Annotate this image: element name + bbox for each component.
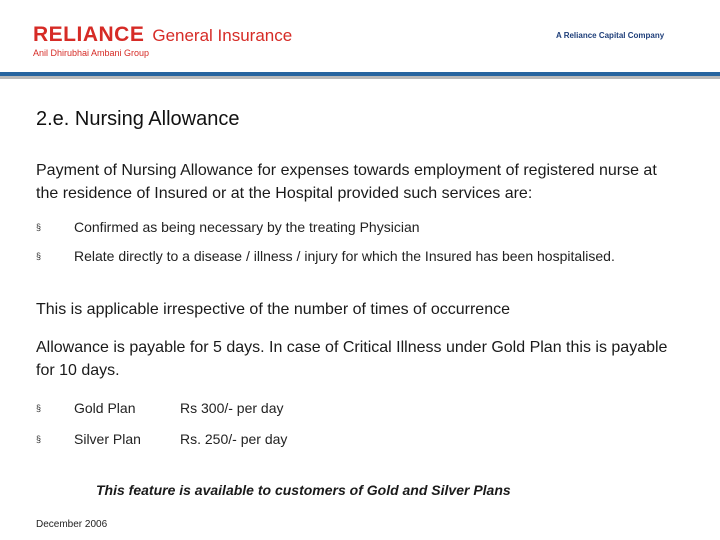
plan-name: Gold Plan (74, 399, 136, 416)
plan-name: Silver Plan (74, 430, 141, 447)
logo-group-name: Anil Dhirubhai Ambani Group (33, 48, 150, 58)
logo-subtitle: General Insurance (152, 26, 293, 45)
condition-text: Relate directly to a disease / illness / injury for which the Insured has been hospitalised. (74, 248, 615, 264)
intro-paragraph: Payment of Nursing Allowance for expenses towards employment of registered nurse at the residence of Insured or at the Hospital provided such services are: (36, 162, 657, 202)
bullet-marker: § (36, 251, 42, 261)
bullet-marker: § (36, 222, 42, 232)
availability-note: This feature is available to customers of Gold and Silver Plans (96, 482, 511, 498)
company-logo (33, 23, 292, 58)
plan-item (36, 392, 287, 423)
plans-list (36, 392, 287, 454)
condition-item (36, 246, 668, 266)
condition-item (36, 217, 668, 237)
conditions-list (36, 217, 668, 275)
bullet-marker: § (36, 402, 42, 413)
plan-rate: Rs 300/- per day (180, 399, 284, 416)
condition-text: Confirmed as being necessary by the treating Physician (74, 219, 420, 235)
allowance-paragraph: Allowance is payable for 5 days. In case of Critical Illness under Gold Plan this is payable for 10 days. (36, 339, 668, 379)
slide-footer-date: December 2006 (36, 519, 108, 530)
plan-item (36, 423, 287, 454)
company-tagline: A Reliance Capital Company (556, 31, 665, 40)
logo-brand-text: RELIANCE (33, 23, 145, 46)
applicability-paragraph: This is applicable irrespective of the number of times of occurrence (36, 301, 510, 318)
bullet-marker: § (36, 433, 42, 444)
plan-rate: Rs. 250/- per day (180, 430, 288, 447)
slide-title: 2.e. Nursing Allowance (36, 108, 240, 130)
header-divider-gray (0, 76, 720, 79)
